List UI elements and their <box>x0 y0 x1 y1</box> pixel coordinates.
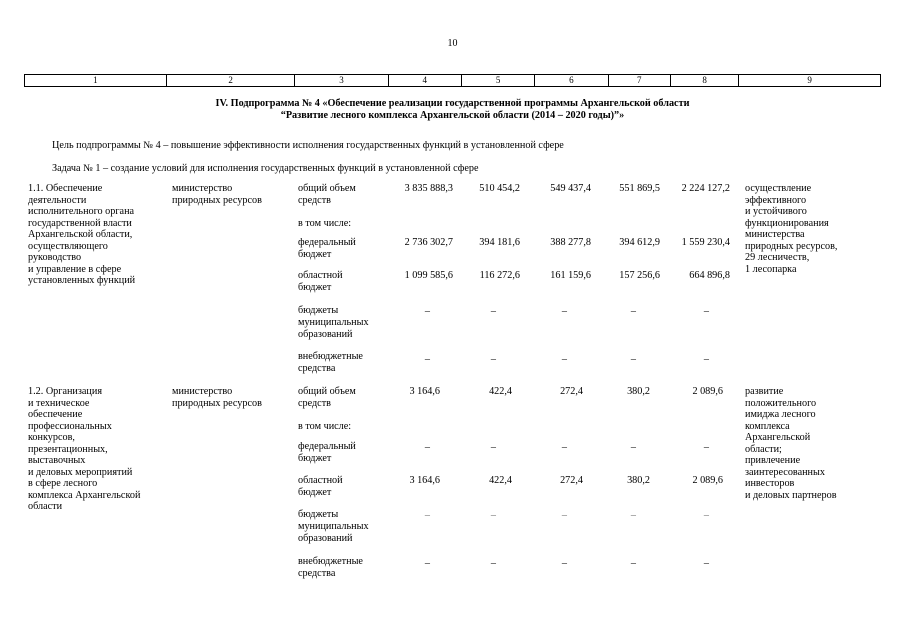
value-regional-y3-1-2: 380,2 <box>627 475 650 486</box>
value-total-y2-1-1: 549 437,4 <box>550 183 591 194</box>
value-federal-y3-1-1: 394 612,9 <box>619 237 660 248</box>
column-header-6: 6 <box>534 75 607 86</box>
value-federal-y1-1-2: – <box>490 442 496 453</box>
source-federal-1-1: федеральный бюджет <box>298 237 356 260</box>
activity-1-2: 1.2. Организация и техническое обеспечение профессиональных конкурсов, презентационных, выставочных и деловых мероприятий в сфере лесного комплекса Архангельской области <box>28 386 141 512</box>
subprogram-task: Задача № 1 – создание условий для исполнения государственных функций в установленной сфере <box>52 163 479 174</box>
value-regional-y4-1-2: 2 089,6 <box>692 475 723 486</box>
value-extrabudgetary-y2-1-1: – <box>561 354 567 365</box>
value-municipal-y2-1-2: – <box>561 510 567 521</box>
column-number-header <box>24 74 881 87</box>
column-header-7: 7 <box>608 75 670 86</box>
value-extrabudgetary-all-1-1: – <box>424 354 430 365</box>
source-including-1-2: в том числе: <box>298 421 352 432</box>
source-extrabudgetary-1-2: внебюджетные средства <box>298 556 363 579</box>
value-federal-y3-1-2: – <box>630 442 636 453</box>
value-federal-y1-1-1: 394 181,6 <box>479 237 520 248</box>
value-regional-y1-1-2: 422,4 <box>489 475 512 486</box>
value-federal-y4-1-2: – <box>703 442 709 453</box>
value-extrabudgetary-y3-1-2: – <box>630 558 636 569</box>
source-total-1-2: общий объем средств <box>298 386 356 409</box>
value-extrabudgetary-y4-1-1: – <box>703 354 709 365</box>
executor-1-1: министерство природных ресурсов <box>172 183 262 206</box>
value-total-y4-1-1: 2 224 127,2 <box>681 183 730 194</box>
value-regional-y3-1-1: 157 256,6 <box>619 270 660 281</box>
value-municipal-y1-1-2: – <box>490 510 496 521</box>
value-total-all-1-2: 3 164,6 <box>409 386 440 397</box>
value-federal-all-1-1: 2 736 302,7 <box>404 237 453 248</box>
column-header-1: 1 <box>93 75 98 85</box>
value-federal-all-1-2: – <box>424 442 430 453</box>
value-total-y2-1-2: 272,4 <box>560 386 583 397</box>
value-regional-y4-1-1: 664 896,8 <box>689 270 730 281</box>
value-municipal-y3-1-1: – <box>630 306 636 317</box>
value-extrabudgetary-all-1-2: – <box>424 558 430 569</box>
subprogram-goal: Цель подпрограммы № 4 – повышение эффективности исполнения государственных функций в установленной сфере <box>52 140 564 151</box>
source-regional-1-2: областной бюджет <box>298 475 343 498</box>
source-extrabudgetary-1-1: внебюджетные средства <box>298 351 363 374</box>
value-total-y1-1-1: 510 454,2 <box>479 183 520 194</box>
value-total-y3-1-2: 380,2 <box>627 386 650 397</box>
column-header-9: 9 <box>738 75 880 86</box>
value-extrabudgetary-y4-1-2: – <box>703 558 709 569</box>
source-regional-1-1: областной бюджет <box>298 270 343 293</box>
column-header-8: 8 <box>670 75 738 86</box>
value-extrabudgetary-y1-1-2: – <box>490 558 496 569</box>
executor-1-2: министерство природных ресурсов <box>172 386 262 409</box>
value-municipal-y3-1-2: – <box>630 510 636 521</box>
value-federal-y2-1-1: 388 277,8 <box>550 237 591 248</box>
value-extrabudgetary-y3-1-1: – <box>630 354 636 365</box>
value-regional-y2-1-1: 161 159,6 <box>550 270 591 281</box>
value-regional-y1-1-1: 116 272,6 <box>479 270 520 281</box>
section-title-line-2: “Развитие лесного комплекса Архангельской области (2014 – 2020 годы)”» <box>280 110 625 121</box>
value-municipal-all-1-2: – <box>424 510 430 521</box>
value-extrabudgetary-y2-1-2: – <box>561 558 567 569</box>
result-1-1: осуществление эффективного и устойчивого функционирования министерства природных ресурсов, 29 лесничеств, 1 лесопарка <box>745 183 838 275</box>
value-federal-y4-1-1: 1 559 230,4 <box>681 237 730 248</box>
result-1-2: развитие положительного имиджа лесного комплекса Архангельской области; привлечение заинтересованных инвесторов и деловых партнеров <box>745 386 837 501</box>
value-extrabudgetary-y1-1-1: – <box>490 354 496 365</box>
page-number: 10 <box>447 38 458 49</box>
column-header-3: 3 <box>294 75 387 86</box>
column-header-2: 2 <box>166 75 295 86</box>
value-regional-all-1-2: 3 164,6 <box>409 475 440 486</box>
value-total-y4-1-2: 2 089,6 <box>692 386 723 397</box>
source-municipal-1-2: бюджеты муниципальных образований <box>298 509 369 544</box>
column-header-4: 4 <box>388 75 461 86</box>
value-regional-all-1-1: 1 099 585,6 <box>404 270 453 281</box>
section-title-line-1: IV. Подпрограмма № 4 «Обеспечение реализации государственной программы Архангельской области <box>215 98 690 109</box>
column-header-5: 5 <box>461 75 534 86</box>
value-municipal-all-1-1: – <box>424 306 430 317</box>
value-regional-y2-1-2: 272,4 <box>560 475 583 486</box>
value-total-y3-1-1: 551 869,5 <box>619 183 660 194</box>
value-total-all-1-1: 3 835 888,3 <box>404 183 453 194</box>
value-municipal-y2-1-1: – <box>561 306 567 317</box>
value-total-y1-1-2: 422,4 <box>489 386 512 397</box>
source-federal-1-2: федеральный бюджет <box>298 441 356 464</box>
section-title <box>0 98 905 122</box>
source-including-1-1: в том числе: <box>298 218 352 229</box>
source-total-1-1: общий объем средств <box>298 183 356 206</box>
activity-1-1: 1.1. Обеспечение деятельности исполнительного органа государственной власти Архангельской области, осуществляющего руководство и управление в сфере установленных функций <box>28 183 136 286</box>
value-municipal-y1-1-1: – <box>490 306 496 317</box>
value-municipal-y4-1-2: – <box>703 510 709 521</box>
value-federal-y2-1-2: – <box>561 442 567 453</box>
source-municipal-1-1: бюджеты муниципальных образований <box>298 305 369 340</box>
value-municipal-y4-1-1: – <box>703 306 709 317</box>
